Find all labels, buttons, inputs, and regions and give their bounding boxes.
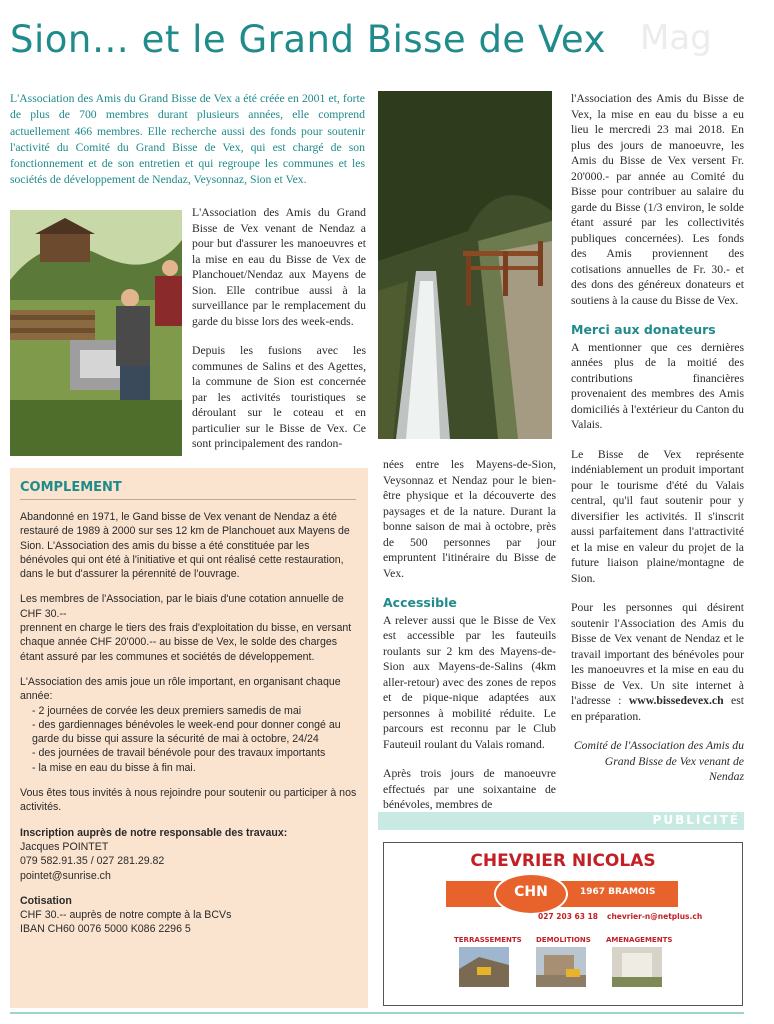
ad-photo-terrassements <box>459 947 509 987</box>
inscription-phone: 079 582.91.35 / 027 281.29.82 <box>20 855 165 868</box>
list-item: - la mise en eau du bisse à fin mai. <box>32 761 358 775</box>
signature: Comité de l'Association des Amis du Grand Bisse de Vex venant de Nendaz <box>573 739 744 783</box>
ad-logo-text: CHN <box>514 884 548 900</box>
list-item: - 2 journées de corvée les deux premiers samedis de mai <box>32 704 358 718</box>
col3-paragraph-2: A mentionner que ces dernières années plus de la moitié des contributions financières provenaient des membres des Amis domiciliés à l'extérieur du Canton du Valais. <box>571 340 744 431</box>
activities-list <box>32 704 358 775</box>
col2-paragraph-2: A relever aussi que le Bisse de Vex est accessible par les fauteuils roulants sur 2 km des Mayens-de-Sion aux Mayens-de-Salins (4km aller-retour) avec des zones de repos et de pique-nique adaptées aux personnes à mobilité réduite. Le parcours est reconnu par le Club Fauteuil roulant du Valais romand. <box>383 613 556 751</box>
column-3 <box>571 91 744 785</box>
col1-paragraph-1: L'Association des Amis du Grand Bisse de Vex venant de Nendaz a pour but d'assurer les manoeuvres et la mise en eau du Bisse de Vex de Planchouet/Nendaz aux Mayens de Sion. Elle contribue aussi à la surveillance par le remplacement du garde du bisse lors des week-ends. <box>192 206 366 328</box>
advertisement[interactable] <box>383 842 743 1006</box>
cotisation-iban: IBAN CH60 0076 5000 K086 2296 5 <box>20 923 191 936</box>
publicite-band <box>378 812 744 830</box>
col2-paragraph-3: Après trois jours de manoeuvre effectués par une soixantaine de bénévoles, membres de <box>383 767 556 811</box>
ad-service-terrassements: TERRASSEMENTS <box>454 936 522 944</box>
col3-paragraph-1: l'Association des Amis du Bisse de Vex, la mise en eau du bisse a eu lieu le mercredi 23 mai 2018. En plus des jours de manoeuvre, les Amis du Bisse de Vex versent Fr. 20'000.- par année au Comité du Bisse pour contribuer au salaire du garde du Bisse (1/3 environ, le solde étant assuré par les collectivités publiques concernées). Les fonds des Amis proviennent des cotisations annuelles de Fr. 30.- et des dons des généreux donateurs et soutiens à la cause du Bisse de Vex. <box>571 92 744 307</box>
bisse-channel-photo <box>378 91 552 439</box>
ad-phone: 027 203 63 18 <box>538 912 599 921</box>
column-2 <box>383 457 556 813</box>
complement-heading: COMPLEMENT <box>20 480 122 495</box>
list-item: - des gardiennages bénévoles le week-end pour donner congé au garde du bisse qui assure la sécurité de mai à octobre, 24/24 <box>32 718 358 747</box>
complement-paragraph-3: L'Association des amis joue un rôle important, en organisant chaque année: <box>20 675 341 703</box>
heading-merci: Merci aux donateurs <box>571 322 716 337</box>
complement-body <box>20 510 358 937</box>
ad-email: chevrier-n@netplus.ch <box>607 912 703 921</box>
ad-company-name: CHEVRIER NICOLAS <box>470 851 656 871</box>
col3-paragraph-4 <box>571 600 744 724</box>
ad-town: 1967 BRAMOIS <box>580 887 656 897</box>
complement-divider <box>20 499 356 500</box>
col1-paragraph-2: Depuis les fusions avec les communes de Salins et des Agettes, la commune de Sion est concernée par les activités touristiques se déroulant sur le coteau et en particulier sur le Bisse de Vex. Ce sont principalement des randon- <box>192 344 366 450</box>
list-item: - des journées de travail bénévole pour des travaux importants <box>32 746 358 760</box>
col2-paragraph-1: nées entre les Mayens-de-Sion, Veysonnaz et Nendaz pour le bien-être physique et la découverte des paysages et de la nature. Durant la bonne saison de mai à octobre, près de 500 personnes par jour empruntent l'itinéraire du Bisse de Vex. <box>383 458 556 580</box>
page-bottom-rule <box>10 1012 744 1014</box>
cotisation-title: Cotisation <box>20 894 72 907</box>
ad-photo-amenagements <box>612 947 662 987</box>
col3-p4-end: est en préparation. <box>571 694 745 723</box>
ghost-header: Mag <box>640 18 712 58</box>
complement-paragraph-2b: prennent en charge le tiers des frais d'exploitation du bisse, en versant chaque année CHF 20'000.-- au bisse de Vex, le solde des charges étant assuré par les communes et sociétés de développement. <box>20 622 352 663</box>
column-1 <box>192 205 366 452</box>
volunteers-photo <box>10 210 182 456</box>
complement-paragraph-2a: Les membres de l'Association, par le biais d'une cotation annuelle de CHF 30.-- <box>20 593 344 620</box>
page-title: Sion… et le Grand Bisse de Vex <box>10 18 606 61</box>
website-link[interactable]: www.bissedevex.ch <box>628 694 724 707</box>
col3-p4-text: Pour les personnes qui désirent soutenir l'Association des Amis du Bisse de Vex venant de Nendaz et le travail important des bénévoles pour les manoeuvres et la mise en eau du Bisse de Vex. Un site internet à l'adresse : <box>571 601 744 707</box>
ad-service-demolitions: DEMOLITIONS <box>536 936 591 944</box>
heading-accessible: Accessible <box>383 595 457 610</box>
complement-paragraph-4: Vous êtes tous invités à nous rejoindre pour soutenir ou participer à nos activités. <box>20 787 357 814</box>
publicite-label: PUBLICITÉ <box>652 813 740 827</box>
col3-paragraph-3: Le Bisse de Vex représente indéniablement un produit important pour le tourisme d'été du Valais central, qu'il faut soutenir pour y diversifier les activités. Il s'inscrit aussi parfaitement dans l'attractivité et la mise en valeur du projet de la future liaison plaine/montagne de Sion. <box>571 447 744 585</box>
inscription-name: Jacques POINTET <box>20 840 109 853</box>
inscription-title: Inscription auprès de notre responsable des travaux: <box>20 826 288 839</box>
ad-logo <box>494 873 568 915</box>
inscription-email[interactable]: pointet@sunrise.ch <box>20 869 111 882</box>
ad-photo-demolitions <box>536 947 586 987</box>
cotisation-line-1: CHF 30.-- auprès de notre compte à la BCVs <box>20 909 232 922</box>
intro-paragraph: L'Association des Amis du Grand Bisse de Vex a été créée en 2001 et, forte de plus de 700 membres durant plusieurs années, elle comprend actuellement 466 membres. Elle recherche aussi des fonds pour soutenir l'activité du Comité du Grand Bisse de Vex, qui est chargé de son fonctionnement et de son entretien et qui regroupe les communes et les sociétés de développement de Nendaz, Veysonnaz, Sion et Vex. <box>10 92 365 187</box>
ad-service-amenagements: AMENAGEMENTS <box>606 936 673 944</box>
complement-paragraph-1: Abandonné en 1971, le Gand bisse de Vex venant de Nendaz a été restauré de 1989 à 2000 sur ses 12 km de Planchouet aux Mayens de Sion. L'Association des amis du bisse a été constituée par les bénévoles qui ont été à l'initiative et qui ont réalisé cette restauration, dans le but d'assurer la pérennité de l'ouvrage. <box>20 511 350 581</box>
complement-box <box>10 468 368 1008</box>
